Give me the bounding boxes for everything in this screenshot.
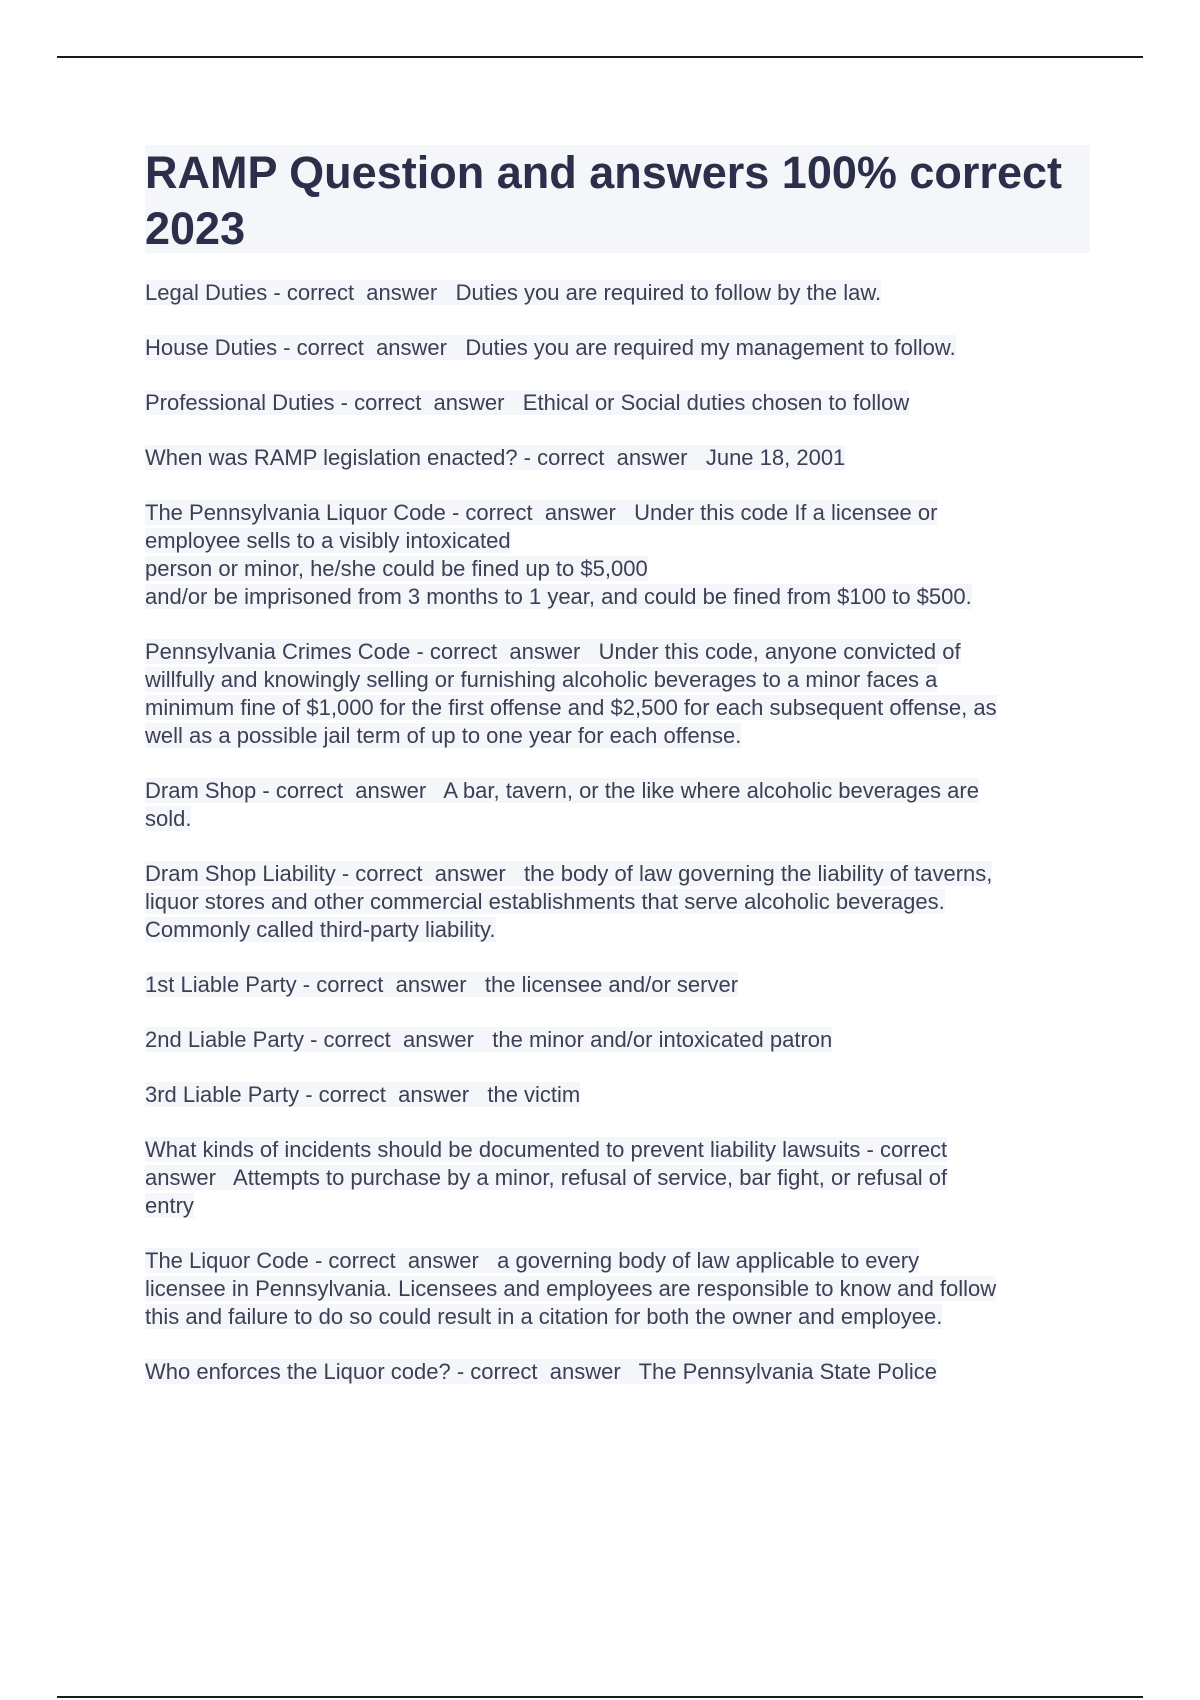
qa-text: The Liquor Code - correct answer a governing body of law applicable to every licensee in Pennsylvania. Licensees and employees are responsible to know and follow this and failure to do so could result in a citation for both the owner and employee. <box>145 1248 997 1329</box>
qa-text: Professional Duties - correct answer Ethical or Social duties chosen to follow <box>145 390 910 415</box>
qa-item <box>145 499 1090 611</box>
qa-text: 3rd Liable Party - correct answer the victim <box>145 1082 581 1107</box>
qa-text: Pennsylvania Crimes Code - correct answer Under this code, anyone convicted of willfully and knowingly selling or furnishing alcoholic beverages to a minor faces a minimum fine of $1,000 for the first offense and $2,500 for each subsequent offense, as well as a possible jail term of up to one year for each offense. <box>145 639 997 748</box>
qa-item <box>145 860 1090 944</box>
qa-item <box>145 279 1090 307</box>
qa-item <box>145 334 1090 362</box>
qa-item <box>145 389 1090 417</box>
qa-text: Dram Shop Liability - correct answer the body of law governing the liability of taverns, liquor stores and other commercial establishments that serve alcoholic beverages. Commonly called third-party liability. <box>145 861 993 942</box>
qa-item <box>145 444 1090 472</box>
bottom-rule <box>57 1696 1143 1698</box>
title-block <box>145 145 1090 253</box>
qa-text: House Duties - correct answer Duties you are required my management to follow. <box>145 335 956 360</box>
qa-text: The Pennsylvania Liquor Code - correct answer Under this code If a licensee or employee sells to a visibly intoxicated person or minor, he/she could be fined up to $5,000 and/or be imprisoned from 3 months to 1 year, and could be fined from $100 to $500. <box>145 500 972 609</box>
qa-item <box>145 1136 1090 1220</box>
qa-item <box>145 1247 1090 1331</box>
document-title: RAMP Question and answers 100% correct 2023 <box>145 147 1062 254</box>
qa-item <box>145 638 1090 750</box>
qa-item <box>145 1358 1090 1386</box>
qa-text: Dram Shop - correct answer A bar, tavern, or the like where alcoholic beverages are sold. <box>145 778 979 831</box>
qa-text: 1st Liable Party - correct answer the licensee and/or server <box>145 972 739 997</box>
qa-item <box>145 777 1090 833</box>
qa-item <box>145 1081 1090 1109</box>
qa-item <box>145 971 1090 999</box>
qa-text: When was RAMP legislation enacted? - correct answer June 18, 2001 <box>145 445 846 470</box>
qa-text: Legal Duties - correct answer Duties you are required to follow by the law. <box>145 280 882 305</box>
qa-item <box>145 1026 1090 1054</box>
qa-text: Who enforces the Liquor code? - correct answer The Pennsylvania State Police <box>145 1359 938 1384</box>
qa-text: 2nd Liable Party - correct answer the minor and/or intoxicated patron <box>145 1027 833 1052</box>
document-body <box>145 145 1090 1413</box>
qa-text: What kinds of incidents should be documented to prevent liability lawsuits - correct answer Attempts to purchase by a minor, refusal of service, bar fight, or refusal of entry <box>145 1137 948 1218</box>
top-rule <box>57 56 1143 58</box>
